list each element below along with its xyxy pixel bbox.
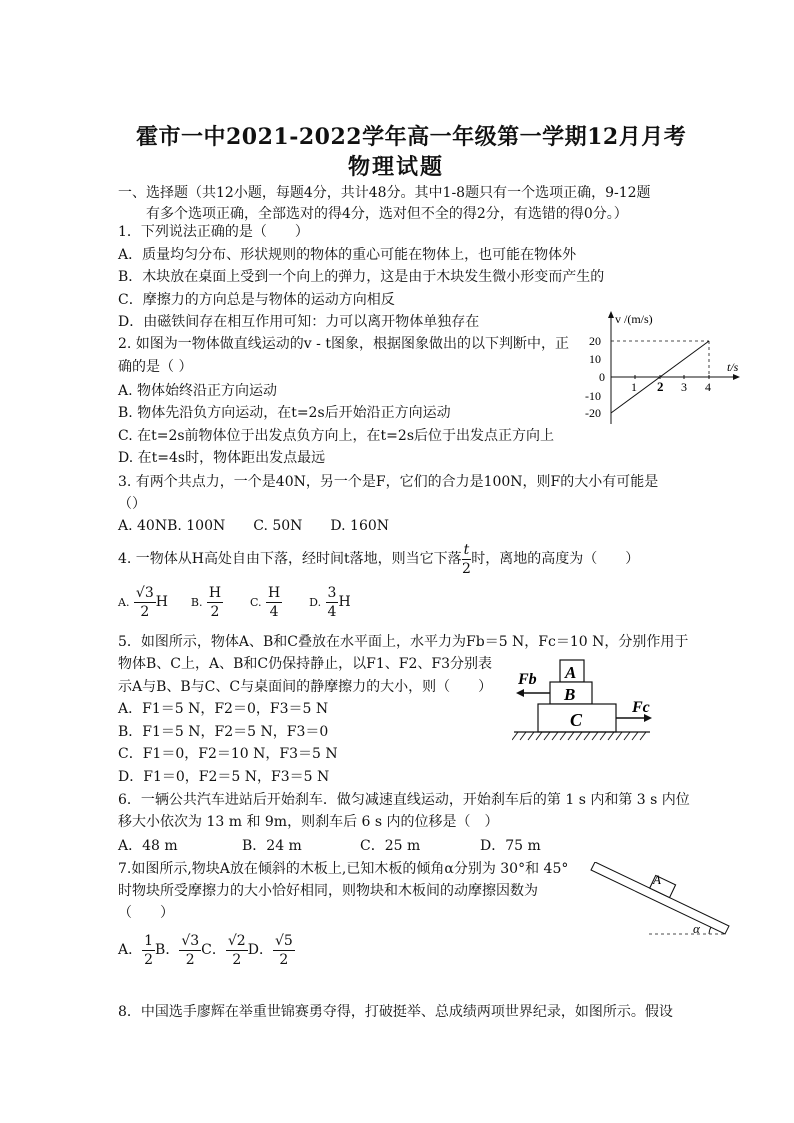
q5-stem-line3: 示A与B、B与C、C与桌面间的静摩擦力的大小，则（ ） xyxy=(118,679,493,695)
q6-stem-line1: 6．一辆公共汽车进站后开始刹车．做匀减速直线运动，开始刹车后的第 1 s 内和第 3 s 内位 xyxy=(118,792,690,808)
q4-c-label: C. xyxy=(250,596,262,609)
q2-stem-line2: 确的是（ ） xyxy=(118,359,193,375)
q4-b-den: 2 xyxy=(210,603,220,620)
q2-option-b: B. 物体先沿负方向运动，在t=2s后开始沿正方向运动 xyxy=(118,405,451,421)
ytick-20: 20 xyxy=(589,334,601,348)
q7-stem-line2: 时物块所受摩擦力的大小恰好相同，则物块和木板间的动摩擦因数为 xyxy=(118,883,538,899)
q4-c-num: H xyxy=(268,584,281,601)
q4-a-tail: H xyxy=(155,594,168,610)
incline-angle-label: α xyxy=(693,921,700,936)
q1-option-a: A．质量均匀分布、形状规则的物体的重心可能在物体上，也可能在物体外 xyxy=(118,247,577,263)
q7-d-den: 2 xyxy=(279,951,289,968)
force-fc-label: Fc xyxy=(632,699,650,716)
q4-a-num: √3 xyxy=(135,584,154,601)
q4-stem-fraction xyxy=(462,541,472,578)
q7-b-fraction xyxy=(179,932,201,969)
q1-option-d: D．由磁铁间存在相互作用可知：力可以离开物体单独存在 xyxy=(118,314,480,330)
q4-frac-num: t xyxy=(463,541,470,558)
q4-a-fraction xyxy=(134,584,156,621)
y-axis-arrow xyxy=(608,311,614,318)
xtick-4: 4 xyxy=(705,380,711,394)
xtick-1: 1 xyxy=(631,380,637,394)
ytick-neg20: -20 xyxy=(585,406,601,420)
q8-stem-line1: 8．中国选手廖辉在举重世锦赛勇夺得，打破挺举、总成绩两项世界纪录，如图所示。假设 xyxy=(118,1004,673,1020)
incline-figure xyxy=(585,862,735,942)
q6-stem-line2: 移大小依次为 13 m 和 9m，则刹车后 6 s 内的位移是（ ） xyxy=(118,814,499,830)
blocks-figure xyxy=(512,656,662,746)
force-fb-label: Fb xyxy=(518,671,537,688)
q7-stem-line3: （ ） xyxy=(118,905,174,921)
q1-option-b: B．木块放在桌面上受到一个向上的弹力，这是由于木块发生微小形变而产生的 xyxy=(118,269,605,285)
ytick-10: 10 xyxy=(589,352,601,366)
q1-stem: 1．下列说法正确的是（ ） xyxy=(118,224,309,240)
q6-option-a: A．48 m xyxy=(118,838,178,854)
xtick-2: 2 xyxy=(657,379,664,394)
q7-b-den: 2 xyxy=(185,951,195,968)
q7-b-num: √3 xyxy=(181,932,200,949)
q7-a-num: 1 xyxy=(144,932,154,949)
q2-option-d: D. 在t=4s时，物体距出发点最远 xyxy=(118,450,326,466)
q7-b-label: B． xyxy=(155,942,180,958)
page-title: 霍市一中2021-2022学年高一年级第一学期12月月考 xyxy=(136,124,687,150)
q3-options: A. 40NB. 100N C. 50N D. 160N xyxy=(118,518,390,534)
q7-a-fraction xyxy=(142,932,155,969)
q7-c-den: 2 xyxy=(232,951,242,968)
q5-option-a: A．F1＝5 N，F2＝0，F3＝5 N xyxy=(118,701,329,717)
x-axis-arrow xyxy=(733,374,740,380)
q4-stem-post: 时，离地的高度为（ ） xyxy=(471,551,640,567)
q7-d-num: √5 xyxy=(274,932,293,949)
q5-stem-line2: 物体B、C上，A、B和C仍保持静止，以F1、F2、F3分别表 xyxy=(118,656,492,672)
q7-a-den: 2 xyxy=(144,951,154,968)
q4-c-den: 4 xyxy=(269,603,279,620)
q2-stem-line1: 2. 如图为一物体做直线运动的v - t图象，根据图象做出的以下判断中，正 xyxy=(118,336,569,352)
q2-option-c: C. 在t=2s前物体位于出发点负方向上，在t=2s后位于出发点正方向上 xyxy=(118,428,555,444)
q4-stem-pre: 4. 一物体从H高处自由下落，经时间t落地，则当它下落 xyxy=(118,551,462,567)
q4-b-fraction xyxy=(207,584,223,621)
q6-option-d: D．75 m xyxy=(480,838,541,854)
q4-frac-den: 2 xyxy=(462,560,471,577)
q1-option-c: C．摩擦力的方向总是与物体的运动方向相反 xyxy=(118,292,395,308)
y-axis-label: v /(m/s) xyxy=(615,312,653,326)
force-fb-head xyxy=(516,689,524,697)
q7-d-fraction xyxy=(273,932,295,969)
q4-c-fraction xyxy=(266,584,282,621)
block-b-label: B xyxy=(564,685,576,704)
incline-block-label: A xyxy=(653,872,661,887)
block-a-label: A xyxy=(565,663,577,682)
block-c-label: C xyxy=(570,710,583,730)
q5-option-b: B．F1＝5 N，F2＝5 N，F3＝0 xyxy=(118,724,329,740)
ground-hatching xyxy=(512,732,646,740)
q7-d-label: D． xyxy=(247,942,273,958)
section-instructions-line1: 一、选择题（共12小题，每题4分，共计48分。其中1-8题只有一个选项正确，9-12题 xyxy=(118,185,651,201)
x-axis-label: t/s xyxy=(727,360,739,374)
q4-d-tail: H xyxy=(338,594,351,610)
q4-d-label: D. xyxy=(309,596,322,609)
ytick-neg10: -10 xyxy=(585,389,601,403)
q4-a-den: 2 xyxy=(140,603,150,620)
xtick-3: 3 xyxy=(681,380,687,394)
q4-d-fraction xyxy=(326,584,339,621)
q3-stem-line2: （） xyxy=(118,496,146,512)
q7-options xyxy=(118,930,295,970)
q3-stem-line1: 3. 有两个共点力，一个是40N，另一个是F，它们的合力是100N，则F的大小有可能是 xyxy=(118,474,659,490)
q4-b-num: H xyxy=(208,584,222,601)
q5-option-d: D．F1＝0，F2＝5 N，F3＝5 N xyxy=(118,769,330,785)
q4-d-num: 3 xyxy=(327,584,337,601)
q7-a-label: A． xyxy=(118,942,143,958)
q2-option-a: A. 物体始终沿正方向运动 xyxy=(118,383,278,399)
q4-a-label: A. xyxy=(118,596,130,609)
q7-stem-line1: 7.如图所示,物块A放在倾斜的木板上,已知木板的倾角α分别为 30°和 45° xyxy=(118,861,569,877)
section-instructions-line2: 有多个选项正确，全部选对的得4分，选对但不全的得2分，有选错的得0分。） xyxy=(146,206,628,222)
q7-c-label: C． xyxy=(201,942,226,958)
q4-stem xyxy=(118,540,639,578)
q7-c-fraction xyxy=(226,932,248,969)
q4-options xyxy=(118,583,351,622)
q4-d-den: 4 xyxy=(327,603,337,620)
angle-arc xyxy=(709,927,711,934)
q4-b-label: B. xyxy=(190,596,203,609)
page-subtitle: 物理试题 xyxy=(348,154,445,180)
q5-stem-line1: 5．如图所示，物体A、B和C叠放在水平面上，水平力为Fb＝5 N，Fc＝10 N，分别作用于 xyxy=(118,634,689,650)
vt-graph xyxy=(585,308,755,433)
ytick-0: 0 xyxy=(599,370,605,384)
q6-option-c: C．25 m xyxy=(360,838,421,854)
q5-option-c: C．F1＝0，F2＝10 N，F3＝5 N xyxy=(118,746,338,762)
q6-option-b: B．24 m xyxy=(242,838,302,854)
q7-c-num: √2 xyxy=(227,932,246,949)
